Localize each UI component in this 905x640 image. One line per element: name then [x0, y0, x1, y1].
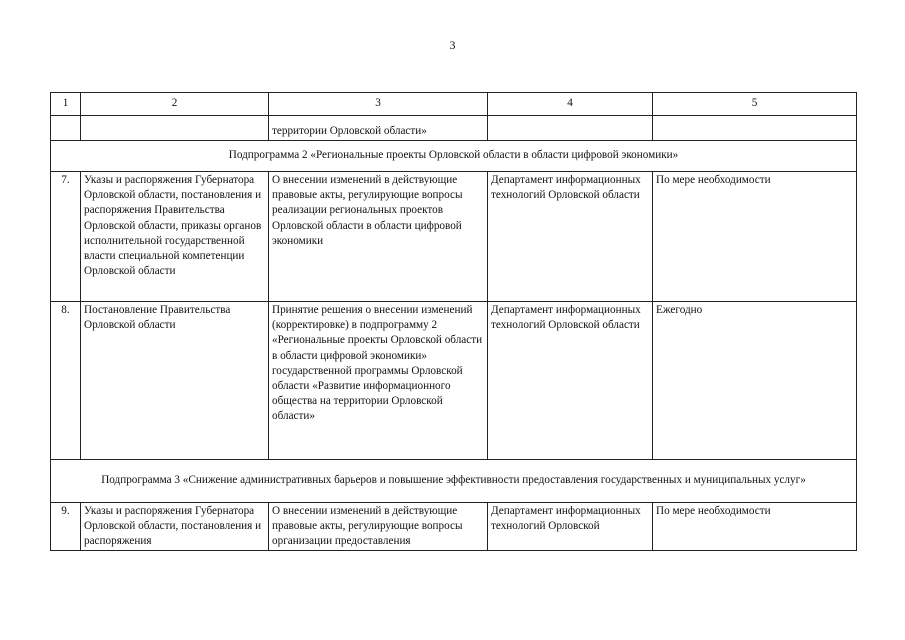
- document-type-cell: Указы и распоряжения Губернатора Орловской области, постановления и распоряжения Правительства Орловской области, приказы органов исполнительной государственной власти специальной компетенции Орловской области: [81, 172, 269, 302]
- deadline-cell: Ежегодно: [653, 302, 857, 460]
- section-row: [51, 141, 857, 172]
- table-row: [51, 116, 857, 141]
- responsible-cell: Департамент информационных технологий Орловской: [488, 503, 653, 551]
- table-cell: [488, 116, 653, 141]
- section-row: [51, 460, 857, 503]
- section-title: Подпрограмма 2 «Региональные проекты Орловской области в области цифровой экономики»: [51, 141, 857, 172]
- responsible-cell: Департамент информационных технологий Орловской области: [488, 172, 653, 302]
- table-row: [51, 503, 857, 551]
- responsible-cell: Департамент информационных технологий Орловской области: [488, 302, 653, 460]
- subject-cell: О внесении изменений в действующие правовые акты, регулирующие вопросы организации предоставления: [269, 503, 488, 551]
- table-row: [51, 302, 857, 460]
- column-number: 4: [488, 93, 653, 116]
- column-number: 2: [81, 93, 269, 116]
- document-type-cell: Указы и распоряжения Губернатора Орловской области, постановления и распоряжения: [81, 503, 269, 551]
- subject-cell: О внесении изменений в действующие правовые акты, регулирующие вопросы реализации региональных проектов Орловской области в области цифровой экономики: [269, 172, 488, 302]
- table-cell: [81, 116, 269, 141]
- deadline-cell: По мере необходимости: [653, 503, 857, 551]
- section-title: Подпрограмма 3 «Снижение административных барьеров и повышение эффективности предоставления государственных и муниципальных услуг»: [51, 460, 857, 503]
- column-number: 1: [51, 93, 81, 116]
- document-type-cell: Постановление Правительства Орловской области: [81, 302, 269, 460]
- row-number: 9.: [51, 503, 81, 551]
- measures-table: [50, 92, 857, 551]
- column-number-row: [51, 93, 857, 116]
- column-number: 3: [269, 93, 488, 116]
- table-row: [51, 172, 857, 302]
- row-number: 8.: [51, 302, 81, 460]
- deadline-cell: По мере необходимости: [653, 172, 857, 302]
- column-number: 5: [653, 93, 857, 116]
- table-cell: [51, 116, 81, 141]
- subject-cell: Принятие решения о внесении изменений (корректировке) в подпрограмму 2 «Региональные проекты Орловской области в области цифровой экономики» государственной программы Орловской области «Развитие информационного общества на территории Орловской области»: [269, 302, 488, 460]
- row-number: 7.: [51, 172, 81, 302]
- table-cell: [653, 116, 857, 141]
- table-cell: территории Орловской области»: [269, 116, 488, 141]
- page-number: 3: [449, 38, 456, 52]
